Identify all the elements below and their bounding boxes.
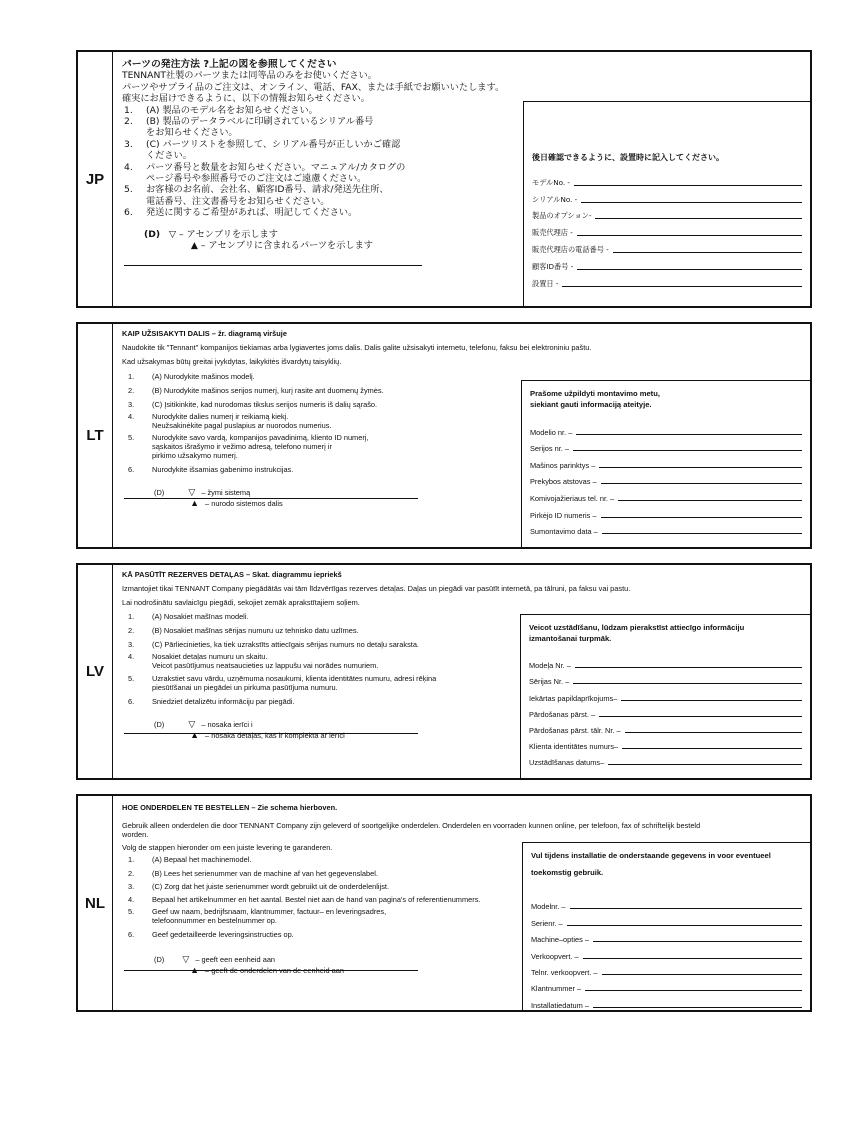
step-5: 5. Uzrakstiet savu vārdu, uzņēmuma nosaukumi, klienta identitātes numuru, adresi rēķina piesūtīšanai un piegādei un pirkuma pasūtījuma numuru. <box>128 674 437 693</box>
record-field[interactable]: Modeļa Nr. – <box>529 654 802 670</box>
section-lv <box>76 563 812 780</box>
language-label: NL <box>78 796 113 1010</box>
intro-line: パーツやサプライ品のご注文は、オンライン、電話、FAX、または手紙でお願いいたします。 <box>122 81 505 93</box>
legend-label: (D) <box>154 720 165 730</box>
assembly-symbol-icon: ▽ <box>182 954 190 965</box>
record-field[interactable]: Uzstādīšanas datums– <box>529 751 802 767</box>
part-text: – geeft de onderdelen van de eenheid aan <box>205 966 344 976</box>
intro-line: TENNANT社製のパーツまたは同等品のみをお使いください。 <box>122 70 377 82</box>
part-symbol-icon: ▲ <box>190 730 199 741</box>
record-field[interactable]: 販売代理店 - <box>532 221 802 238</box>
record-field[interactable]: シリアルNo. - <box>532 188 802 205</box>
record-field[interactable]: Modelio nr. – <box>530 420 802 437</box>
step-1: 1. (A) Bepaal het machinemodel. <box>128 855 252 865</box>
step-1: 1. (A) Nurodykite mašinos modelį. <box>128 371 255 381</box>
record-field[interactable]: Sumontavimo data – <box>530 520 802 537</box>
record-field[interactable]: モデルNo. - <box>532 171 802 188</box>
assembly-symbol-icon: ▽ <box>188 719 196 730</box>
box-title: Veicot uzstādīšanu, lūdzam pierakstīst attiecīgo informāciju izmantošanai turpmāk. <box>529 623 745 643</box>
installation-record-box <box>523 101 810 306</box>
record-field[interactable]: Sērijas Nr. – <box>529 670 802 686</box>
record-field[interactable]: Pārdošanas pārst. tālr. Nr. – <box>529 719 802 735</box>
intro-line: Izmantojiet tikai TENNANT Company piegādātās vai tām līdzvērtīgas rezerves detaļas. Daļas un piegādi var pasūtīt internetā, pa tālruni, pa faksu vai pastu. <box>122 584 631 594</box>
part-symbol-icon: ▲ <box>190 965 199 976</box>
assembly-text: – nosaka ierīci i <box>201 720 253 730</box>
step-4: 4. パーツ番号と数量をお知らせください。マニュアル/カタログの ページ番号や参照番号でのご注文はご遠慮ください。 <box>124 161 406 185</box>
step-4: 4. Nosakiet detaļas numuru un skaitu. Veicot pasūtījumus neatsaucieties uz lappušu vai norādes numuriem. <box>128 652 379 671</box>
record-field[interactable]: Serijos nr. – <box>530 437 802 454</box>
intro-line: Lai nodrošinātu savlaicīgu piegādi, sekojiet zemāk aprakstītajiem soļiem. <box>122 598 360 608</box>
step-2: 2. (B) Nosakiet mašīnas sērijas numuru uz tehnisko datu uzlīmes. <box>128 625 359 635</box>
record-field[interactable]: 顧客ID番号 - <box>532 255 802 272</box>
record-field[interactable]: Mašinos parinktys – <box>530 453 802 470</box>
record-field[interactable]: Klantnummer – <box>531 977 802 993</box>
assembly-text: – アセンブリを示します <box>178 228 278 240</box>
step-3: 3. (C) Zorg dat het juiste serienummer wordt gebruikt uit de onderdelenlijst. <box>128 881 390 891</box>
box-title: Prašome užpildyti montavimo metu, siekiant gauti informaciją ateityje. <box>530 389 660 409</box>
part-text: – アセンブリに含まれるパーツを示します <box>200 240 373 252</box>
language-label: JP <box>78 52 113 306</box>
intro-paragraph <box>122 821 804 839</box>
part-symbol-icon: ▲ <box>190 498 199 509</box>
intro-line: Volg de stappen hieronder om een juiste levering te garanderen. <box>122 843 333 853</box>
intro-line: Gebruik alleen onderdelen die door TENNANT Company zijn geleverd of soortgelijke onderdelen. Onderdelen en voorraden kunnen online, per telefoon, fax of schriftelijk besteld <box>122 821 701 831</box>
step-6: 6. Sniedziet detalizētu informāciju par piegādi. <box>128 697 295 707</box>
part-text: – nosaka detaļas, kas ir komplektā ar ierīci <box>205 731 345 741</box>
record-field[interactable]: 販売代理店の電話番号 - <box>532 238 802 255</box>
language-label: LT <box>78 324 113 547</box>
step-2: 2. (B) Nurodykite mašinos serijos numerį, kurį rasite ant duomenų žymės. <box>128 385 384 395</box>
step-4: 4. Bepaal het artikelnummer en het aantal. Bestel niet aan de hand van pagina's of referentienummers. <box>128 895 481 905</box>
record-field[interactable]: Verkoopvert. – <box>531 944 802 960</box>
part-symbol-icon: ▲ <box>190 240 198 252</box>
step-5: 5. Geef uw naam, bedrijfsnaam, klantnummer, factuur– en leveringsadres, telefoonnummer en bestelnummer op. <box>128 907 387 926</box>
section-title: KĀ PASŪTĪT REZERVES DETAĻAS – Skat. diagrammu iepriekš <box>122 570 342 579</box>
installation-record-box <box>521 380 810 547</box>
step-6: 6. Geef gedetailleerde leveringsinstructies op. <box>128 930 294 940</box>
section-title: HOE ONDERDELEN TE BESTELLEN – Zie schema hierboven. <box>122 803 338 812</box>
record-field[interactable]: Serienr. – <box>531 911 802 927</box>
record-field[interactable]: Komivojažieriaus tel. nr. – <box>530 486 802 503</box>
record-field[interactable]: Installatiedatum – <box>531 993 802 1009</box>
record-field[interactable]: Pārdošanas pārst. – <box>529 703 802 719</box>
section-title: KAIP UŽSISAKYTI DALIS – žr. diagramą viršuje <box>122 329 287 338</box>
record-field[interactable]: Iekārtas papildaprīkojums– <box>529 686 802 702</box>
record-field[interactable]: Telnr. verkoopvert. – <box>531 961 802 977</box>
step-1: 1. (A) Nosakiet mašīnas modeli. <box>128 611 249 621</box>
step-5: 5. お客様のお名前、会社名、顧客ID番号、請求/発送先住所、 電話番号、注文書番号をお知らせください。 <box>124 184 389 207</box>
record-field[interactable]: Klienta identitātes numurs– <box>529 735 802 751</box>
step-2: 2. (B) 製品のデータラベルに印刷されているシリアル番号 をお知らせください。 <box>124 116 374 139</box>
step-5: 5. Nurodykite savo vardą, kompanijos pavadinimą, kliento ID numerį, sąskaitos išrašymo ir vežimo adresą, telefono numerį ir pirkimo užsakymo numerį. <box>128 433 369 461</box>
step-6: 6. Nurodykite išsamias gabenimo instrukcijas. <box>128 465 294 475</box>
legend-label: (D) <box>144 228 161 240</box>
section-jp <box>76 50 812 308</box>
step-3: 3. (C) Įsitikinkite, kad nurodomas tikslus serijos numeris iš dalių sąrašo. <box>128 400 378 410</box>
step-3: 3. (C) Pārliecinieties, ka tiek uzrakstīts attiecīgais sērijas numurs no detaļu saraksta. <box>128 640 419 650</box>
intro-line: 確実にお届けできるように、以下の情報お知らせください。 <box>122 93 370 105</box>
section-lt <box>76 322 812 549</box>
box-title: 後日確認できるように、設置時に記入してください。 <box>532 153 724 162</box>
intro-line: Kad užsakymas būtų greitai įvykdytas, laikykitės išvardytų taisyklių. <box>122 357 342 367</box>
record-field[interactable]: 製品のオプション- <box>532 205 802 222</box>
assembly-symbol-icon: ▽ <box>188 487 196 498</box>
record-field[interactable]: Machine–opties – <box>531 928 802 944</box>
record-field[interactable]: 設置日 - <box>532 272 802 289</box>
legend-label: (D) <box>154 955 165 965</box>
box-title: Vul tijdens installatie de onderstaande gegevens in voor eventueel toekomstig gebruik. <box>531 851 771 877</box>
record-field[interactable]: Prekybos atstovas – <box>530 470 802 487</box>
installation-record-box <box>520 614 810 778</box>
assembly-symbol-icon: ▽ <box>168 228 177 240</box>
section-nl <box>76 794 812 1012</box>
step-3: 3. (C) パーツリストを参照して、シリアル番号が正しいかご確認 ください。 <box>124 138 401 162</box>
intro-line: Naudokite tik "Tennant" kompanijos tiekiamas arba lygiavertes joms dalis. Dalis galite užsisakyti internetu, telefonu, faksu bei elektroniniu paštu. <box>122 343 592 353</box>
step-2: 2. (B) Lees het serienummer van de machine af van het gegevenslabel. <box>128 868 378 878</box>
section-title: パーツの発注方法 ?上記の図を参照してください <box>122 59 337 70</box>
step-4: 4. Nurodykite dalies numerį ir reikiamą kiekį. Neužsakinėkite pagal puslapius ar nuorodos numerius. <box>128 412 332 431</box>
assembly-text: – žymi sistemą <box>201 488 251 498</box>
divider <box>124 265 422 266</box>
record-field[interactable]: Pirkėjo ID numeris – <box>530 503 802 520</box>
language-label: LV <box>78 565 113 778</box>
legend-label: (D) <box>154 488 165 498</box>
assembly-text: – geeft een eenheid aan <box>195 955 276 965</box>
step-1: 1. (A) 製品のモデル名をお知らせください。 <box>124 104 318 116</box>
part-text: – nurodo sistemos dalis <box>205 499 283 509</box>
record-field[interactable]: Modelnr. – <box>531 895 802 911</box>
installation-record-box <box>522 842 810 1010</box>
step-6: 6. 発送に関するご希望があれば、明記してください。 <box>124 207 358 219</box>
intro-line: worden. <box>122 830 149 840</box>
